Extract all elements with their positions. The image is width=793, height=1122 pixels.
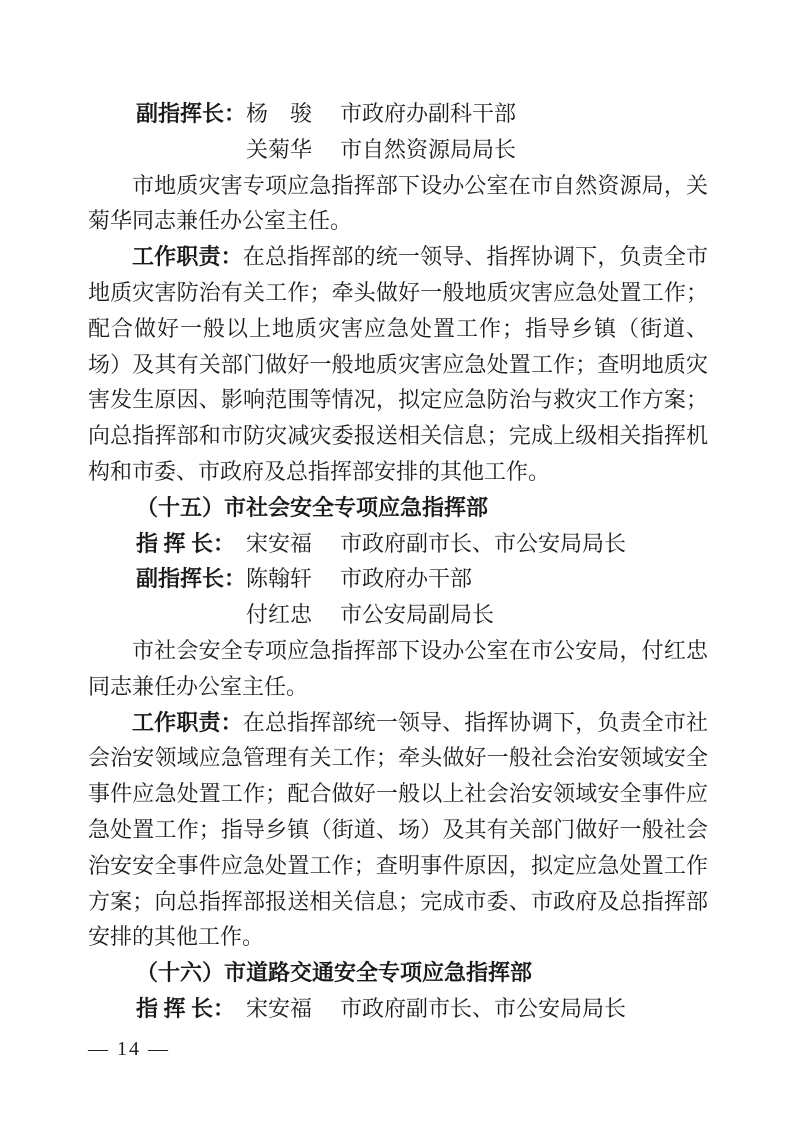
office-note-paragraph: 市社会安全专项应急指挥部下设办公室在市公安局，付红忠同志兼任办公室主任。 bbox=[88, 637, 708, 699]
label-spacer bbox=[136, 597, 246, 633]
duties-text: 在总指挥部统一领导、指挥协调下，负责全市社会治安领域应急管理有关工作；牵头做好一般社会治安领域安全事件应急处置工作；配合做好一般以上社会治安领域安全事件应急处置工作；指导乡镇（街道、场）及其有关部门做好一般社会治安安全事件应急处置工作；查明事件原因，拟定应急处置工作方案；向总指挥部报送相关信息；完成市委、市政府及总指挥部安排的其他工作。 bbox=[88, 709, 708, 950]
section-heading-15: （十五）市社会安全专项应急指挥部 bbox=[136, 494, 489, 520]
person-title: 市政府副市长、市公安局局长 bbox=[340, 995, 627, 1021]
person-name: 宋安福 bbox=[246, 530, 313, 556]
office-note-paragraph: 市地质灾害专项应急指挥部下设办公室在市自然资源局，关菊华同志兼任办公室主任。 bbox=[88, 172, 708, 234]
person-title: 市政府副市长、市公安局局长 bbox=[340, 530, 627, 556]
section-heading-16: （十六）市道路交通安全专项应急指挥部 bbox=[136, 960, 533, 986]
page-number: — 14 — bbox=[88, 1038, 170, 1060]
document-body bbox=[88, 96, 708, 1027]
duties-label: 工作职责： bbox=[132, 709, 243, 735]
commander-label: 指 挥 长： bbox=[136, 995, 236, 1021]
person-name: 陈翰轩 bbox=[246, 566, 313, 592]
person-name: 宋安福 bbox=[246, 995, 313, 1021]
person-name: 付红忠 bbox=[246, 602, 313, 628]
appointment-row bbox=[88, 132, 708, 168]
duties-paragraph bbox=[88, 239, 708, 490]
appointment-row bbox=[88, 597, 708, 633]
duties-label: 工作职责： bbox=[132, 244, 243, 270]
deputy-commander-label: 副指挥长： bbox=[136, 566, 247, 592]
appointment-row bbox=[88, 96, 708, 132]
person-title: 市公安局副局长 bbox=[340, 602, 495, 628]
person-name: 关菊华 bbox=[246, 136, 313, 162]
deputy-commander-label: 副指挥长： bbox=[136, 101, 247, 126]
appointment-row bbox=[88, 561, 708, 597]
person-title: 市政府办干部 bbox=[340, 566, 473, 592]
duties-paragraph bbox=[88, 705, 708, 956]
commander-label: 指 挥 长： bbox=[136, 530, 236, 556]
duties-text: 在总指挥部的统一领导、指挥协调下，负责全市地质灾害防治有关工作；牵头做好一般地质灾害应急处置工作；配合做好一般以上地质灾害应急处置工作；指导乡镇（街道、场）及其有关部门做好一般地质灾害应急处置工作；查明地质灾害发生原因、影响范围等情况，拟定应急防治与救灾工作方案；向总指挥部和市防灾减灾委报送相关信息；完成上级相关指挥机构和市委、市政府及总指挥部安排的其他工作。 bbox=[88, 244, 708, 484]
person-title: 市政府办副科干部 bbox=[340, 101, 517, 126]
appointment-row bbox=[88, 526, 708, 562]
label-spacer bbox=[136, 132, 246, 168]
person-title: 市自然资源局局长 bbox=[340, 136, 517, 162]
person-name: 杨 骏 bbox=[246, 101, 313, 126]
appointment-row bbox=[88, 991, 708, 1027]
